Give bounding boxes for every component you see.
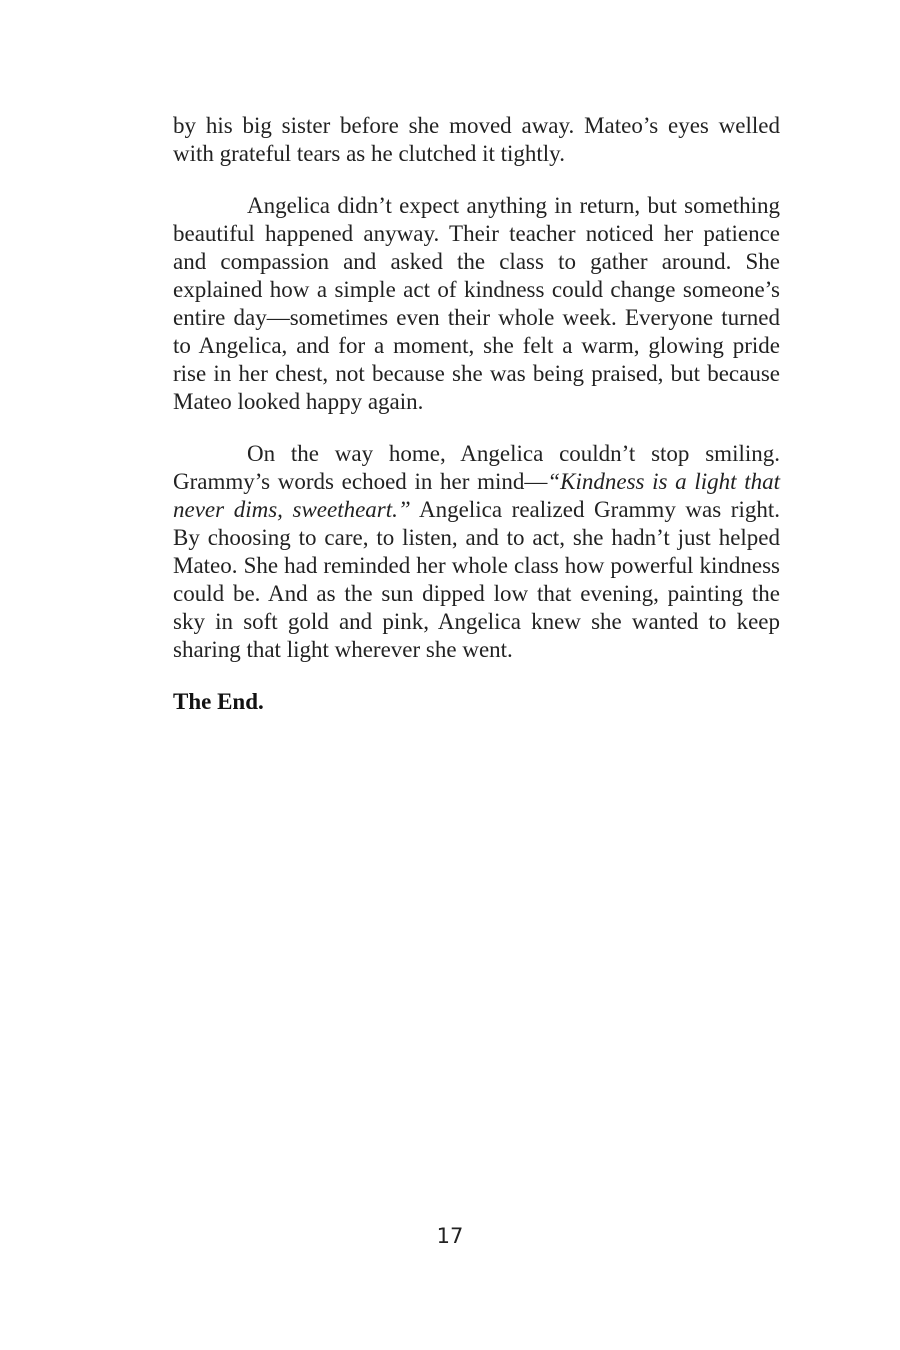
paragraph-1: by his big sister before she moved away. Mateo’s eyes welled with grateful tears as he clutched it tightly. bbox=[173, 113, 780, 166]
paragraph-3-intro: On the way home, Angelica couldn’t stop smiling. Grammy’s words echoed in her mind— bbox=[173, 441, 780, 494]
grammy-quote: “Kindness is a light that never dims, sweetheart.” bbox=[173, 469, 780, 522]
paragraph-2: Angelica didn’t expect anything in return, but something beautiful happened anyway. Their teacher noticed her patience and compassion and asked the class to gather around. She explained how a simple act of kindness could change someone’s entire day—sometimes even their whole week. Everyone turned to Angelica, and for a moment, she felt a warm, glowing pride rise in her chest, not because she was being praised, but because Mateo looked happy again. bbox=[173, 193, 780, 414]
paragraph-3-conclusion: Angelica realized Grammy was right. By choosing to care, to listen, and to act, she hadn’t just helped Mateo. She had reminded her whole class how powerful kindness could be. And as the sun dipped low that evening, painting the sky in soft gold and pink, Angelica knew she wanted to keep sharing that light wherever she went. bbox=[173, 497, 780, 662]
story-text bbox=[173, 112, 780, 740]
paragraph-3 bbox=[173, 440, 780, 664]
page-number: 17 bbox=[436, 1224, 464, 1248]
the-end-heading: The End. bbox=[173, 689, 264, 714]
